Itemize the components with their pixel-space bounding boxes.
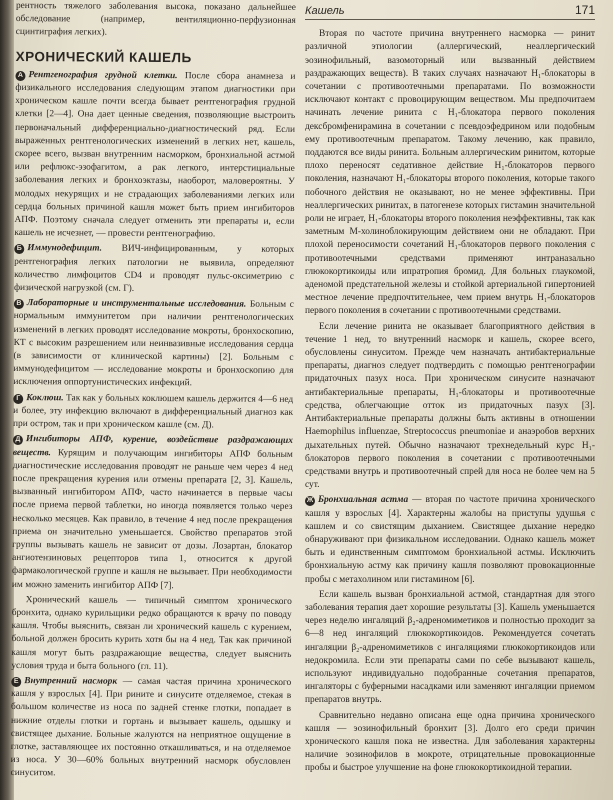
paragraph bbox=[11, 594, 292, 675]
item-lead: Ингибиторы АПФ, курение, воздействие раздражающих веществ. bbox=[12, 434, 293, 458]
item-lead: Рентгенография грудной клетки. bbox=[28, 69, 178, 81]
left-column bbox=[11, 0, 296, 785]
item-marker: В bbox=[14, 299, 24, 309]
item-marker: Е bbox=[11, 677, 21, 687]
item-marker: A bbox=[15, 71, 25, 81]
paragraph-text: Вторая по частоте причина внутреннего насморка — ринит различной этиологии (аллергический, неаллергический эозинофильный, вазомоторный или вызванный действием раздражающих веществ). В таких случаях назначают H₁-блокаторы в сочетании с противоотечными препаратами. По возможности исключают контакт с провоцирующим веществом. Мы предпочитаем начинать лечение ринита с H₁-блокатора первого поколения дексбромфенирамина в сочетании с псевдоэфедрином или подобным ему противоотечным препаратом. Такому лечению, как правило, поддаются все виды ринита. Больным аллергическим ринитом, которые плохо переносят седативное действие H₁-блокаторов первого поколения, назначают H₁-блокаторы второго поколения, которые такого побочного действия не оказывают, но не менее эффективны. При неаллергических ринитах, в патогенезе которых гистамин значительной роли не играет, H₁-блокаторы второго поколения неэффективны, так как заметным М-холиноблокирующим действием они не обладают. При плохой переносимости сочетаний H₁-блокаторов первого поколения с противоотечными средствами применяют интраназально глюкокортикоиды или ипратропия бромид. Для больных глаукомой, аденомой предстательной железы и стойкой артериальной гипертонией местное лечение предпочтительнее, чем прием внутрь H₁-блокаторов первого поколения в сочетании с противоотечными средствами. bbox=[305, 29, 595, 317]
paragraph bbox=[305, 28, 595, 318]
item-zh bbox=[305, 494, 595, 586]
paragraph bbox=[305, 589, 595, 708]
item-lead: Иммунодефицит. bbox=[27, 243, 103, 255]
item-lead: Внутренний насморк bbox=[24, 676, 118, 687]
paragraph-text: Если лечение ринита не оказывает благоприятного действия в течение 1 нед, то внутренний насморк и кашель, скорее всего, обусловлены синуситом. Прежде чем назначать антибактериальные препараты, диагноз следует подтвердить с помощью рентгенографии придаточных пазух носа. При хроническом синусите назначают антибактериальные препараты, H₁-блокаторы и противоотечные средства, облегчающие отток из придаточных пазух [3]. Антибактериальные препараты должны быть активны в отношении Haemophilus influenzae, Streptococcus pneumoniae и анаэробов верхних дыхательных путей. Обычно назначают трехнедельный курс H₁-блокаторов первого поколения в сочетании с противоотечными средствами внутрь и противоотечный спрей для носа не более чем на 5 сут. bbox=[305, 321, 595, 491]
item-e bbox=[11, 675, 292, 783]
paragraph-text: Сравнительно недавно описана еще одна причина хронического кашля — эозинофильный бронхит [3]. Долго его среди причин хронического кашля пока не известна. Для заболевания характерны наличие эозинофилов в мокроте, отрицательные провокационные пробы и быстрое улучшение на фоне глюкокортикоидной терапии. bbox=[305, 710, 595, 774]
item-marker: Г bbox=[13, 394, 23, 404]
running-head bbox=[305, 4, 595, 20]
section-heading: ХРОНИЧЕСКИЙ КАШЕЛЬ bbox=[15, 48, 192, 65]
item-lead: Бронхиальная астма bbox=[318, 495, 409, 506]
item-g bbox=[13, 392, 293, 434]
right-column bbox=[305, 4, 595, 778]
page-number: 171 bbox=[574, 3, 595, 17]
item-text: Курящим и получающим ингибиторы АПФ больным диагностические исследования проводят не раньше чем через 4 нед после прекращения курения или отмены препарата [2, 3]. Кашель, вызванный ингибитором АПФ, часто начинается в первые часы после приема первой таблетки, но иногда появляется только через несколько месяцев. Как правило, в течение 4 нед после прекращения приема он значительно уменьшается. Свойство препаратов этой группы вызывать кашель не зависит от дозы. Лозартан, блокатор ангиотензиновых рецепторов типа 1, относится к другой фармакологической группе и кашля не вызывает. При необходимости им можно заменить ингибитор АПФ [7]. bbox=[11, 447, 293, 591]
running-title: Кашель bbox=[305, 5, 345, 17]
paragraph-text: Хронический кашель — типичный симптом хронического бронхита, однако курильщики редко обращаются к врачу по поводу кашля. Чтобы выяснить, связан ли хронический кашель с курением, больной должен бросить курить хотя бы на 4 нед. Так как причиной кашля могут быть раздражающие вещества, следует выяснить условия труда и быта больного (гл. 11). bbox=[11, 594, 292, 672]
paragraph-text: Если кашель вызван бронхиальной астмой, стандартная для этого заболевания терапия дает хорошие результаты [3]. Кашель уменьшается через неделю ингаляций β₂-адреномиметиков и полностью проходит за 6—8 нед ингаляций глюкокортикоидов. Рекомендуется сочетать ингаляции β₂-адреномиметиков с ингаляциями глюкокортикоидов или недокромила. Если эти препараты сами по себе вызывают кашель, используют индивидуально подобранные сочетания препаратов, ингаляторы с буферными насадками или заменяют ингаляции приемом препаратов внутрь. bbox=[305, 589, 595, 706]
item-text: Больным с нормальным иммунитетом при наличии рентгенологических изменений в легких проводят исследование мокроты, бронхоскопию, КТ с высоким разрешением или неинвазивные исследования сердца (в зависимости от клинической картины) [2]. Больным с иммунодефицитом — исследование мокроты и бронхоскопию для исключения оппортунистических инфекций. bbox=[13, 299, 294, 389]
item-lead: Лабораторные и инструментальные исследования. bbox=[26, 298, 247, 310]
item-text: ВИЧ-инфицированным, у которых рентгенография легких патологии не выявила, определяют количество лимфоцитов CD4 и проводят пульс-оксиметрию с физической нагрузкой (см. Г). bbox=[13, 244, 295, 294]
item-b bbox=[14, 242, 294, 297]
item-a bbox=[14, 69, 295, 243]
item-v bbox=[13, 297, 294, 391]
item-lead: Коклюш. bbox=[26, 392, 64, 404]
item-text: — вторая по частоте причина хронического кашля у взрослых [4]. Характерны жалобы на приступы удушья с кашлем и со свистящим дыханием. Свистящее дыхание нередко обнаруживают при физикальном исследовании. Однако кашель может быть и единственным симптомом бронхиальной астмы. Исключить бронхиальную астму как причину кашля позволяют провокационные пробы с метахолином или гистамином [6]. bbox=[305, 495, 596, 585]
item-d bbox=[12, 433, 293, 593]
paragraph bbox=[305, 710, 595, 776]
paragraph bbox=[305, 321, 595, 493]
item-text: Так как у больных коклюшем кашель держится 4—6 нед и более, эту инфекцию включают в дифференциальный диагноз как при остром, так и при хроническом кашле (см. Д). bbox=[13, 393, 294, 431]
item-marker: Б bbox=[14, 244, 24, 254]
item-text: — самая частая причина хронического кашля у взрослых [4]. При рините и синусите отделяемое, стекая в большом количестве из носа по задней стенке глотки, попадает в нижние отделы глотки и гортань и вызывает кашель, одышку и свистящее дыхание. Больные жалуются на неприятное ощущение в глотке, заставляющее их постоянно откашливаться, и на отделяемое из носа. У 30—60% больных внутренний насморк обусловлен синуситом. bbox=[10, 676, 292, 779]
item-marker: Ж bbox=[306, 497, 314, 505]
item-text: После сбора анамнеза и физикального исследования следующим этапом диагностики при хроническом кашле почти всегда бывает рентгенография грудной клетки [2—4]. Она дает ценные сведения, позволяющие выстроить первоначальный дифференциально-диагностический ряд. Если выраженных рентгенологических изменений в легких нет, кашель, скорее всего, вызван внутренним насморком, бронхиальной астмой или рефлюкс-эзофагитом, а рак легкого, интерстициальные заболевания легких и бронхоэктазы, наоборот, маловероятны. У молодых некурящих и не страдающих заболеваниями легких или сердца больных причиной кашля может быть прием ингибиторов АПФ. Поэтому сначала следует отменить эти препараты и, если кашель не исчезнет, — провести рентгенографию. bbox=[14, 70, 296, 240]
top-fragment: рентность тяжелого заболевания высока, показано дальнейшее обследование (например, вентиляционно-перфузионная сцинтиграфия легких). bbox=[15, 0, 296, 39]
item-marker: Д bbox=[13, 435, 23, 445]
